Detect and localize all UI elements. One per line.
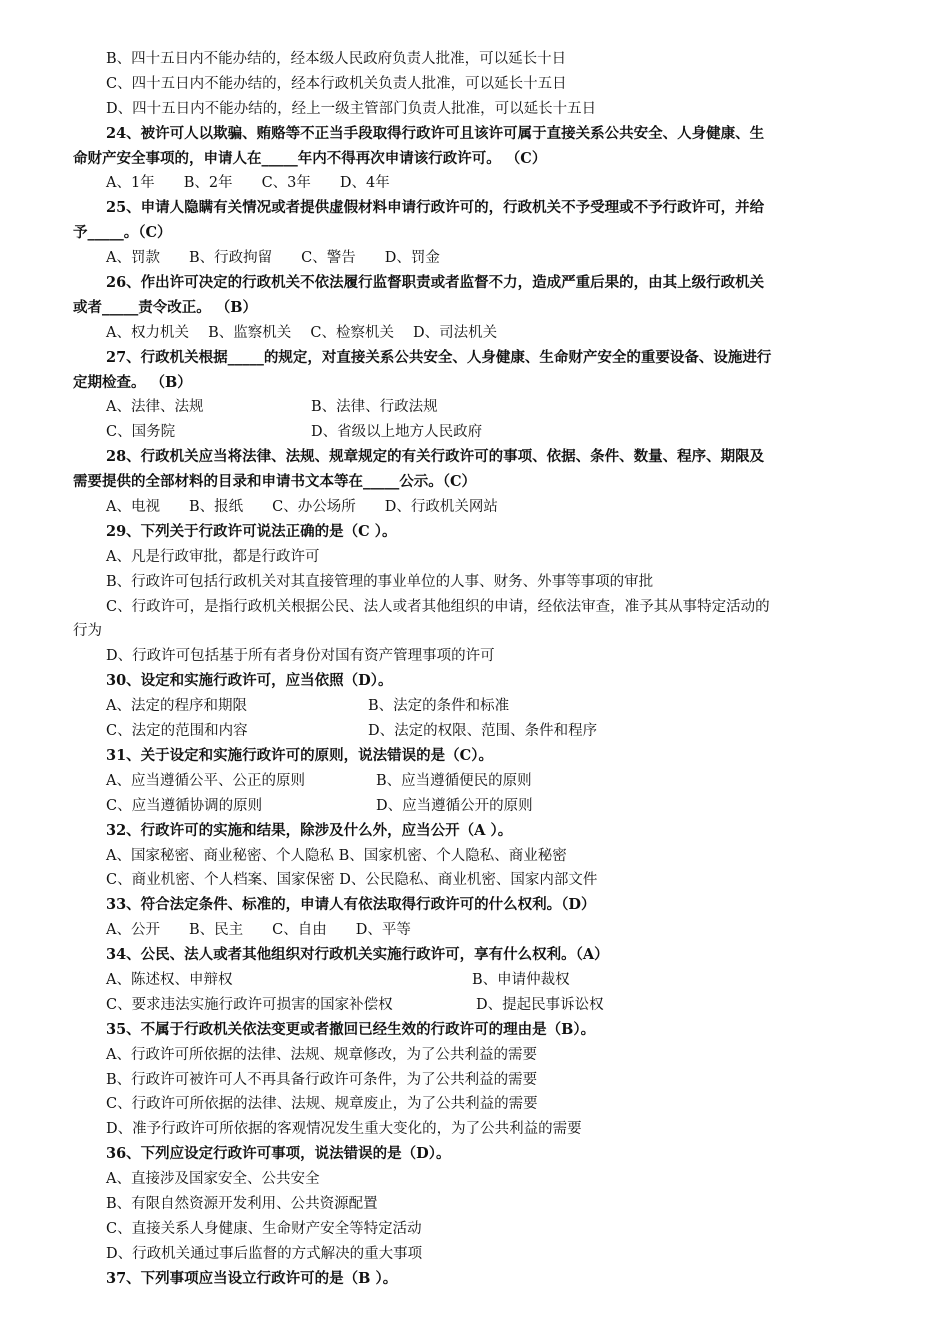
option-left: A、陈述权、申辩权 [106, 971, 233, 988]
option-line [0, 968, 950, 993]
document-page [0, 47, 950, 1292]
option-line: D、行政机关通过事后监督的方式解决的重大事项 [106, 1245, 423, 1262]
option-right: B、法律、行政法规 [311, 399, 438, 416]
question-line: 32、行政许可的实施和结果，除涉及什么外，应当公开（A ）。 [106, 821, 513, 839]
option-line: C、行政许可，是指行政机关根据公民、法人或者其他组织的申请，经依法审查，准予其从事特定活动的 [106, 598, 770, 615]
question-continuation-line: 需要提供的全部材料的目录和申请书文本等在_____公示。（C） [73, 473, 477, 491]
option-line: B、行政许可被许可人不再具备行政许可条件，为了公共利益的需要 [106, 1071, 538, 1088]
option-line: A、直接涉及国家安全、公共安全 [106, 1171, 320, 1188]
option-line [0, 420, 950, 445]
question-line: 34、公民、法人或者其他组织对行政机关实施行政许可，享有什么权利。（A） [106, 946, 609, 964]
option-line: A、国家秘密、商业秘密、个人隐私 B、国家机密、个人隐私、商业秘密 [106, 847, 567, 864]
option-line: A、凡是行政审批，都是行政许可 [106, 548, 320, 565]
option-right: D、提起民事诉讼权 [476, 996, 604, 1013]
continuation-line: 行为 [73, 623, 102, 640]
question-line: 27、行政机关根据_____的规定，对直接关系公共安全、人身健康、生命财产安全的重要设备、设施进行 [106, 348, 772, 366]
option-line: A、行政许可所依据的法律、法规、规章修改，为了公共利益的需要 [106, 1046, 537, 1063]
question-line: 30、设定和实施行政许可，应当依照（D）。 [106, 672, 393, 690]
option-line: D、行政许可包括基于所有者身份对国有资产管理事项的许可 [106, 648, 495, 665]
option-right: D、省级以上地方人民政府 [311, 424, 483, 441]
option-line: D、准予行政许可所依据的客观情况发生重大变化的，为了公共利益的需要 [106, 1121, 582, 1138]
question-line: 25、申请人隐瞒有关情况或者提供虚假材料申请行政许可的，行政机关不予受理或不予行政许可，并给 [106, 199, 765, 217]
option-left: A、法律、法规 [106, 399, 204, 416]
option-left: C、国务院 [106, 424, 176, 441]
question-line: 29、下列关于行政许可说法正确的是（C ）。 [106, 522, 397, 540]
option-right: D、应当遵循公开的原则 [376, 797, 533, 814]
option-left: A、法定的程序和期限 [106, 698, 247, 715]
option-right: B、法定的条件和标准 [368, 698, 510, 715]
question-line: 28、行政机关应当将法律、法规、规章规定的有关行政许可的事项、依据、条件、数量、程序、期限及 [106, 448, 765, 466]
option-line: C、直接关系人身健康、生命财产安全等特定活动 [106, 1220, 422, 1237]
question-continuation-line: 命财产安全事项的，申请人在_____年内不得再次申请该行政许可。 （C） [73, 149, 547, 167]
option-line: C、商业机密、个人档案、国家保密 D、公民隐私、商业机密、国家内部文件 [106, 872, 598, 889]
question-continuation-line: 予_____。（C） [73, 224, 172, 242]
option-line: A、公开 B、民主 C、自由 D、平等 [106, 922, 411, 939]
option-line: A、1年 B、2年 C、3年 D、4年 [106, 175, 390, 192]
option-line [0, 794, 950, 819]
question-line: 33、符合法定条件、标准的，申请人有依法取得行政许可的什么权利。（D） [106, 896, 596, 914]
option-line: B、有限自然资源开发利用、公共资源配置 [106, 1195, 378, 1212]
option-line: A、权力机关 B、监察机关 C、检察机关 D、司法机关 [106, 324, 498, 341]
option-left: C、法定的范围和内容 [106, 723, 248, 740]
option-line [0, 769, 950, 794]
option-line: B、四十五日内不能办结的，经本级人民政府负责人批准，可以延长十日 [106, 51, 567, 67]
option-line [0, 395, 950, 420]
option-right: B、申请仲裁权 [472, 971, 570, 988]
option-line: C、行政许可所依据的法律、法规、规章废止，为了公共利益的需要 [106, 1096, 538, 1113]
option-line: A、罚款 B、行政拘留 C、警告 D、罚金 [106, 250, 440, 267]
option-right: D、法定的权限、范围、条件和程序 [368, 723, 598, 740]
option-line [0, 719, 950, 744]
option-line: A、电视 B、报纸 C、办公场所 D、行政机关网站 [106, 499, 498, 516]
question-line: 31、关于设定和实施行政许可的原则，说法错误的是（C）。 [106, 746, 493, 764]
option-left: C、要求违法实施行政许可损害的国家补偿权 [106, 996, 393, 1013]
option-line: C、四十五日内不能办结的，经本行政机关负责人批准，可以延长十五日 [106, 75, 567, 92]
question-line: 24、被许可人以欺骗、贿赂等不正当手段取得行政许可且该许可属于直接关系公共安全、人身健康、生 [106, 124, 765, 142]
question-line: 26、作出许可决定的行政机关不依法履行监督职责或者监督不力，造成严重后果的，由其上级行政机关 [106, 274, 765, 292]
option-line [0, 993, 950, 1018]
question-line: 37、下列事项应当设立行政许可的是（B ）。 [106, 1269, 398, 1287]
option-line: B、行政许可包括行政机关对其直接管理的事业单位的人事、财务、外事等事项的审批 [106, 573, 654, 590]
question-continuation-line: 定期检查。 （B） [73, 373, 192, 391]
option-right: B、应当遵循便民的原则 [376, 772, 532, 789]
question-line: 36、下列应设定行政许可事项，说法错误的是（D）。 [106, 1145, 451, 1163]
option-left: A、应当遵循公平、公正的原则 [106, 772, 305, 789]
question-line: 35、不属于行政机关依法变更或者撤回已经生效的行政许可的理由是（B）。 [106, 1020, 596, 1038]
option-left: C、应当遵循协调的原则 [106, 797, 263, 814]
option-line [0, 694, 950, 719]
question-continuation-line: 或者_____责令改正。 （B） [73, 298, 258, 316]
option-line: D、四十五日内不能办结的，经上一级主管部门负责人批准，可以延长十五日 [106, 100, 597, 117]
